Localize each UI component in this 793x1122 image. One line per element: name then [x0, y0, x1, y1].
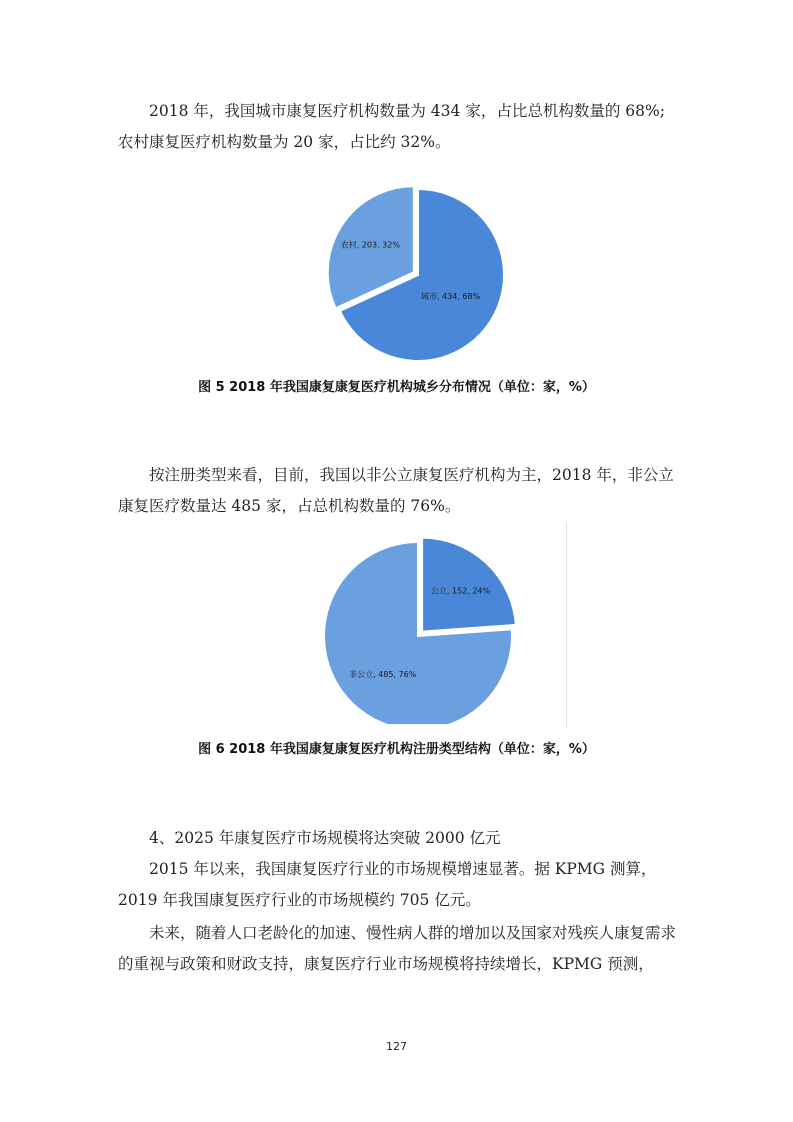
paragraph-registration-type: 按注册类型来看，目前，我国以非公立康复医疗机构为主，2018 年，非公立康复医疗数量达 485 家，占总机构数量的 76%。 [118, 466, 674, 515]
section-heading-4: 4、2025 年康复医疗市场规模将达突破 2000 亿元 [149, 829, 501, 847]
pie-slice-0 [422, 538, 516, 632]
pie-chart-urban-rural [310, 180, 510, 360]
pie-label-1: 农村, 203, 32% [340, 240, 400, 250]
figure-5-caption: 图 5 2018 年我国康复康复医疗机构城乡分布情况（单位：家，%） [198, 380, 595, 395]
pie-label-1: 非公立, 485, 76% [349, 669, 417, 679]
pie-chart-registration-type [310, 524, 530, 724]
paragraph-market-size: 2015 年以来，我国康复医疗行业的市场规模增速显著。据 KPMG 测算，2019 年我国康复医疗行业的市场规模约 705 亿元。 [118, 860, 657, 909]
paragraph-future-outlook: 未来，随着人口老龄化的加速、慢性病人群的增加以及国家对残疾人康复需求的重视与政策和财政支持，康复医疗行业市场规模将持续增长，KPMG 预测， [118, 924, 677, 973]
pie-label-0: 城市, 434, 68% [420, 291, 481, 301]
figure-6-caption: 图 6 2018 年我国康复康复医疗机构注册类型结构（单位：家，%） [198, 742, 595, 757]
pie-label-0: 公立, 152, 24% [430, 586, 491, 596]
page-number: 127 [386, 1040, 407, 1053]
divider-line [566, 522, 567, 728]
paragraph-urban-rural: 2018 年，我国城市康复医疗机构数量为 434 家，占比总机构数量的 68%;农村康复医疗机构数量为 20 家，占比约 32%。 [118, 102, 665, 151]
